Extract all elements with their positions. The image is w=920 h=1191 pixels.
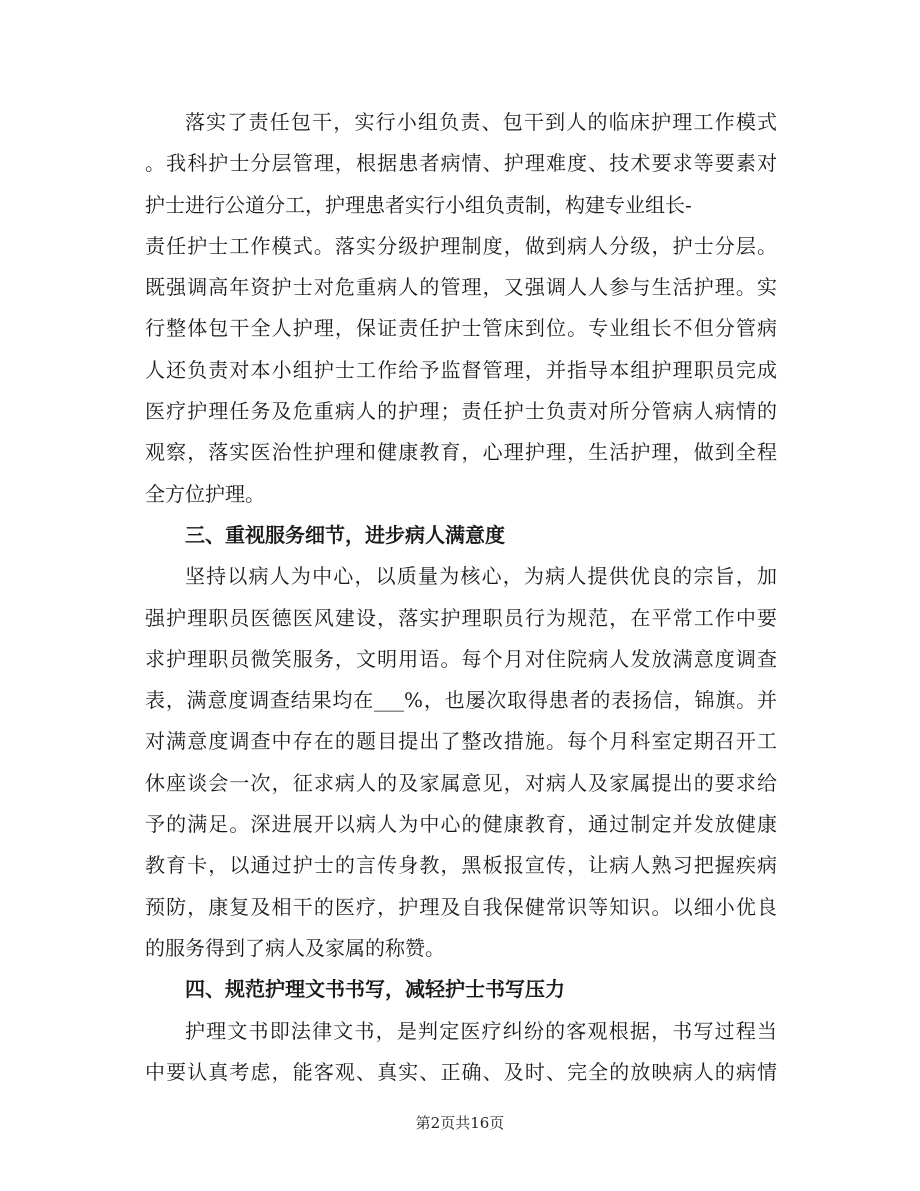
paragraph-line: 护理文书即法律文书，是判定医疗纠纷的客观根据，书写过程当 — [185, 1018, 777, 1043]
paragraph-line: 予的满足。深进展开以病人为中心的健康教育，通过制定并发放健康 — [145, 812, 777, 837]
paragraph-line: 观察，落实医治性护理和健康教育，心理护理，生活护理，做到全程 — [145, 440, 777, 465]
paragraph-line: 强护理职员医德医风建设，落实护理职员行为规范，在平常工作中要 — [145, 605, 777, 630]
page-number-footer: 第2页共16页 — [415, 1114, 505, 1132]
document-body — [145, 102, 777, 1093]
paragraph-line: 人还负责对本小组护士工作给予监督管理，并指导本组护理职员完成 — [145, 357, 777, 382]
paragraph-line: 坚持以病人为中心，以质量为核心，为病人提供优良的宗旨，加 — [185, 564, 777, 589]
paragraph-line: 中要认真考虑，能客观、真实、正确、及时、完全的放映病人的病情 — [145, 1059, 777, 1084]
paragraph-line: 责任护士工作模式。落实分级护理制度，做到病人分级，护士分层。 — [145, 233, 777, 258]
paragraph-line: 休座谈会一次，征求病人的及家属意见，对病人及家属提出的要求给 — [145, 770, 777, 795]
paragraph-line: 对满意度调查中存在的题目提出了整改措施。每个月科室定期召开工 — [145, 729, 777, 754]
paragraph-line: 。我科护士分层管理，根据患者病情、护理难度、技术要求等要素对 — [145, 151, 777, 176]
paragraph-line: 医疗护理任务及危重病人的护理；责任护士负责对所分管病人病情的 — [145, 399, 777, 424]
paragraph-line: 预防，康复及相干的医疗，护理及自我保健常识等知识。以细小优良 — [145, 894, 777, 919]
paragraph-line: 落实了责任包干，实行小组负责、包干到人的临床护理工作模式 — [185, 110, 777, 134]
paragraph-line: 表，满意度调查结果均在___%，也屡次取得患者的表扬信，锦旗。并 — [145, 688, 777, 713]
paragraph-line: 求护理职员微笑服务，文明用语。每个月对住院病人发放满意度调查 — [145, 646, 777, 671]
paragraph-line: 行整体包干全人护理，保证责任护士管床到位。专业组长不但分管病 — [145, 316, 777, 341]
paragraph-line: 既强调高年资护士对危重病人的管理，又强调人人参与生活护理。实 — [145, 275, 777, 300]
paragraph-line: 教育卡，以通过护士的言传身教，黑板报宣传，让病人熟习把握疾病 — [145, 853, 777, 878]
section-heading: 三、重视服务细节，进步病人满意度 — [185, 522, 505, 547]
section-heading: 四、规范护理文书书写，减轻护士书写压力 — [185, 977, 565, 1002]
paragraph-line: 的服务得到了病人及家属的称赞。 — [145, 935, 445, 960]
paragraph-line: 护士进行公道分工，护理患者实行小组负责制，构建专业组长- — [145, 192, 692, 217]
paragraph-line: 全方位护理。 — [145, 481, 265, 506]
